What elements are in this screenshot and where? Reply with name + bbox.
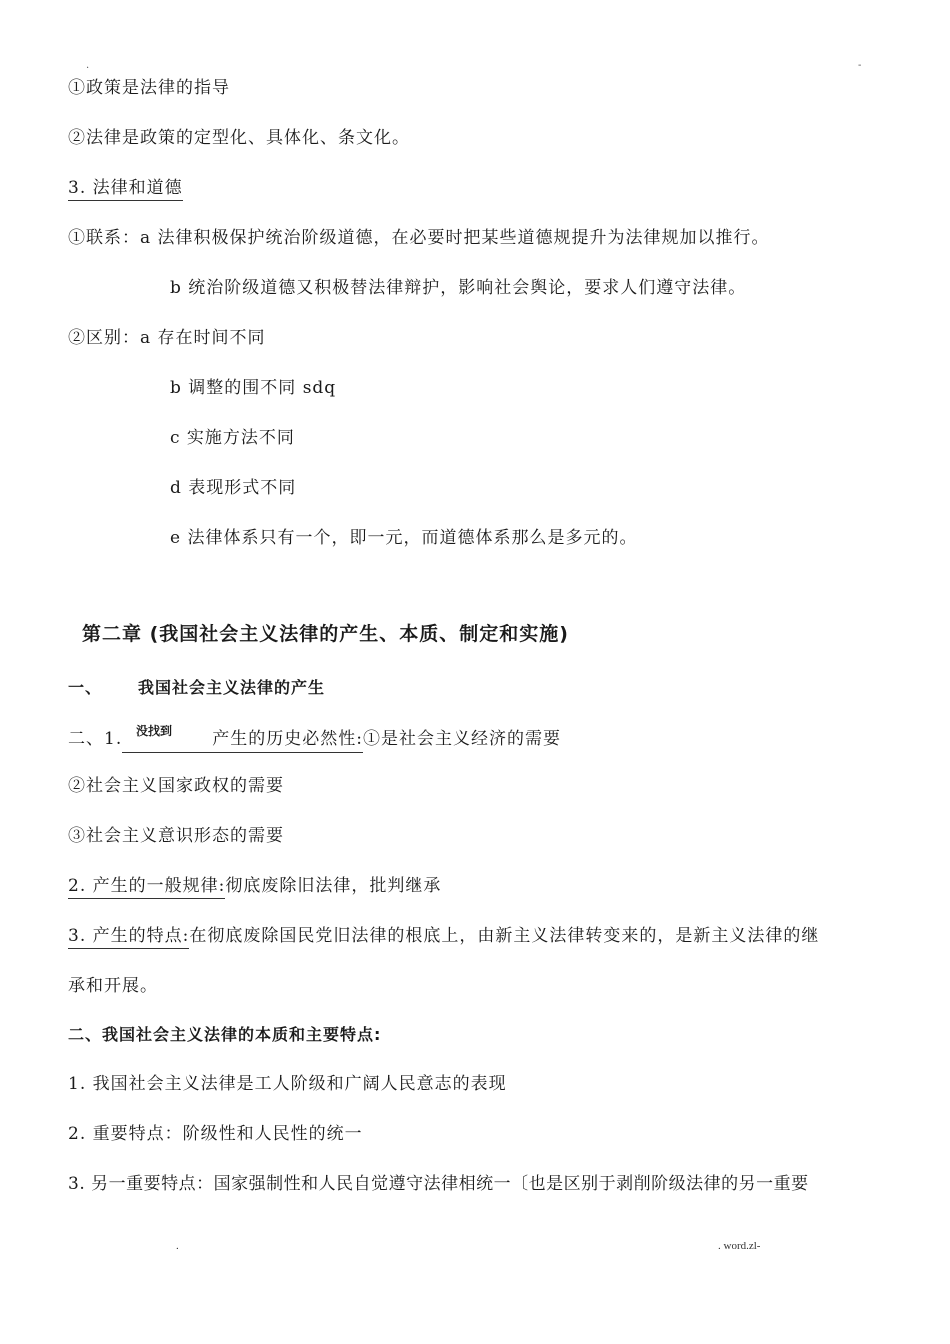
text-line: 1. 我国社会主义法律是工人阶级和广阔人民意志的表现 bbox=[68, 1074, 507, 1094]
text-line: ③社会主义意识形态的需要 bbox=[68, 826, 284, 846]
section-title: 二、我国社会主义法律的本质和主要特点: bbox=[68, 1025, 382, 1044]
line-rest: 在彻底废除国民党旧法律的根底上，由新主义法律转变来的，是新主义法律的继 bbox=[189, 926, 820, 946]
text-line: c 实施方法不同 bbox=[170, 428, 295, 448]
text-line bbox=[68, 875, 441, 897]
text-line: 承和开展。 bbox=[68, 976, 158, 996]
text-line: b 调整的围不同 sdq bbox=[170, 378, 337, 398]
section-title: 我国社会主义法律的产生 bbox=[138, 678, 326, 697]
handwritten-note: 没找到 bbox=[136, 724, 173, 738]
text-line: d 表现形式不同 bbox=[170, 478, 297, 498]
text-line: ①联系：a 法律积极保护统治阶级道德，在必要时把某些道德规提升为法律规加以推行。 bbox=[68, 228, 770, 248]
section-number: 一、 bbox=[68, 678, 103, 697]
underlined-heading: 3. 法律和道德 bbox=[68, 178, 183, 201]
footer-left-mark: . bbox=[176, 1240, 179, 1252]
chapter-title: 第二章 (我国社会主义法律的产生、本质、制定和实施) bbox=[82, 623, 569, 645]
footer-text: . word.zl- bbox=[718, 1240, 761, 1252]
text-line: b 统治阶级道德又积极替法律辩护，影响社会舆论，要求人们遵守法律。 bbox=[170, 278, 747, 298]
underlined-phrase: 3. 产生的特点: bbox=[68, 926, 189, 949]
text-line: 3. 另一重要特点：国家强制性和人民自觉遵守法律相统一〔也是区别于剥削阶级法律的另一重要 bbox=[68, 1174, 809, 1194]
text-line: e 法律体系只有一个，即一元，而道德体系那么是多元的。 bbox=[170, 528, 638, 548]
underlined-phrase: 产生的历史必然性: bbox=[122, 728, 363, 753]
text-line: 2. 重要特点：阶级性和人民性的统一 bbox=[68, 1124, 363, 1144]
section-heading bbox=[68, 177, 183, 199]
line-rest: 彻底废除旧法律，批判继承 bbox=[225, 876, 442, 896]
underlined-phrase: 2. 产生的一般规律: bbox=[68, 876, 225, 899]
header-left-mark: . bbox=[86, 60, 90, 71]
header-right-mark: - bbox=[858, 60, 862, 71]
text-line bbox=[68, 925, 819, 947]
text-line: ②区别：a 存在时间不同 bbox=[68, 328, 266, 348]
text-line: ②社会主义国家政权的需要 bbox=[68, 776, 284, 796]
line-prefix: 二、1. bbox=[68, 729, 123, 749]
line-rest: ①是社会主义经济的需要 bbox=[362, 729, 561, 749]
text-line: ①政策是法律的指导 bbox=[68, 78, 230, 98]
text-line: ②法律是政策的定型化、具体化、条文化。 bbox=[68, 128, 410, 148]
